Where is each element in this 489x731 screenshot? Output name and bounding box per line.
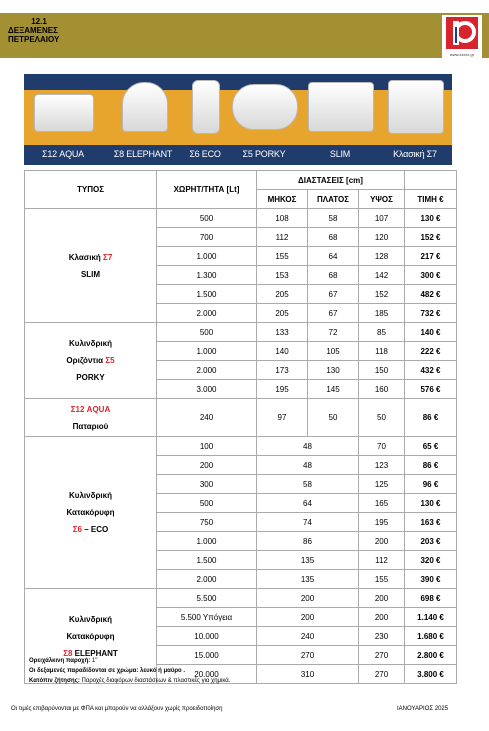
capacity-cell: 500: [157, 323, 257, 342]
diameter-cell: 48: [257, 437, 359, 456]
diameter-cell: 310: [257, 665, 359, 684]
capacity-cell: 20.000: [157, 665, 257, 684]
diameter-cell: 135: [257, 551, 359, 570]
type-line: PORKY: [76, 373, 105, 382]
price-cell: 222 €: [405, 342, 457, 361]
diameter-cell: 200: [257, 589, 359, 608]
col-header-width: ΠΛΑΤΟΣ: [308, 190, 359, 209]
type-line: Κλασική Σ7: [68, 252, 113, 262]
capacity-cell: 5.500: [157, 589, 257, 608]
width-cell: 68: [308, 266, 359, 285]
length-cell: 153: [257, 266, 308, 285]
price-cell: 2.800 €: [405, 646, 457, 665]
tank-slim-image: [308, 82, 374, 132]
diameter-cell: 240: [257, 627, 359, 646]
logo-mark-icon: [446, 17, 478, 49]
height-cell: 160: [359, 380, 405, 399]
capacity-cell: 500: [157, 209, 257, 228]
price-cell: 320 €: [405, 551, 457, 570]
product-tile-slim: [302, 74, 378, 165]
tank-elephant-image: [122, 82, 168, 132]
price-cell: 140 €: [405, 323, 457, 342]
notes-block: [29, 656, 230, 686]
height-cell: 152: [359, 285, 405, 304]
width-cell: 68: [308, 228, 359, 247]
header-band: [0, 13, 489, 58]
length-cell: 155: [257, 247, 308, 266]
height-cell: 128: [359, 247, 405, 266]
height-cell: 85: [359, 323, 405, 342]
length-cell: 195: [257, 380, 308, 399]
tank-classic-image: [388, 80, 444, 134]
footer-date: ΙΑΝΟΥΑΡΙΟΣ 2025: [397, 706, 449, 712]
type-line: Παταριού: [72, 421, 109, 431]
capacity-cell: 500: [157, 494, 257, 513]
type-cell-eco: [25, 437, 157, 589]
product-tile-porky: [226, 74, 302, 165]
table-row: [25, 589, 457, 608]
price-table: [24, 170, 457, 684]
price-cell: 130 €: [405, 494, 457, 513]
length-cell: 97: [257, 399, 308, 437]
capacity-cell: 1.000: [157, 247, 257, 266]
price-cell: 576 €: [405, 380, 457, 399]
section-number: 12.1: [31, 17, 47, 26]
table-row: [25, 323, 457, 342]
capacity-cell: 1.000: [157, 342, 257, 361]
header-row-top: [25, 171, 457, 190]
capacity-cell: 5.500 Υπόγεια: [157, 608, 257, 627]
length-cell: 112: [257, 228, 308, 247]
length-cell: 205: [257, 304, 308, 323]
capacity-cell: 1.300: [157, 266, 257, 285]
type-line: Κυλινδρική: [69, 491, 112, 500]
section-title-line2: ΠΕΤΡΕΛΑΙΟΥ: [8, 35, 60, 44]
height-cell: 142: [359, 266, 405, 285]
type-line: Κυλινδρική: [69, 614, 112, 624]
type-line: Οριζόντια Σ5: [66, 356, 115, 365]
type-cell-aqua: [25, 399, 157, 437]
col-header-length: ΜΗΚΟΣ: [257, 190, 308, 209]
tank-porky-image: [232, 84, 298, 130]
tank-eco-image: [192, 80, 220, 134]
price-cell: 3.800 €: [405, 665, 457, 684]
capacity-cell: 15.000: [157, 646, 257, 665]
price-cell: 86 €: [405, 456, 457, 475]
capacity-cell: 3.000: [157, 380, 257, 399]
price-cell: 130 €: [405, 209, 457, 228]
length-cell: 133: [257, 323, 308, 342]
product-label: Σ6 ECO: [189, 149, 221, 159]
products-photo-strip: [24, 74, 452, 165]
height-cell: 200: [359, 608, 405, 627]
capacity-cell: 2.000: [157, 570, 257, 589]
price-cell: 432 €: [405, 361, 457, 380]
width-cell: 58: [308, 209, 359, 228]
diameter-cell: 58: [257, 475, 359, 494]
height-cell: 123: [359, 456, 405, 475]
height-cell: 195: [359, 513, 405, 532]
height-cell: 200: [359, 589, 405, 608]
company-logo: [442, 15, 482, 59]
capacity-cell: 2.000: [157, 304, 257, 323]
height-cell: 118: [359, 342, 405, 361]
height-cell: 165: [359, 494, 405, 513]
length-cell: 205: [257, 285, 308, 304]
price-cell: 698 €: [405, 589, 457, 608]
col-header-blank: [405, 171, 457, 190]
height-cell: 120: [359, 228, 405, 247]
diameter-cell: 86: [257, 532, 359, 551]
col-header-capacity: ΧΩΡΗΤ/ΤΗΤΑ [Lt]: [157, 171, 257, 209]
col-header-dimensions: ΔΙΑΣΤΑΣΕΙΣ [cm]: [257, 171, 405, 190]
product-label: Σ5 PORKY: [242, 149, 286, 159]
type-line: Κατακόρυφη: [66, 631, 115, 641]
footer-disclaimer: Οι τιμές επιβαρύνονται με ΦΠΑ και μπορούν να αλλάξουν χωρίς προειδοποίηση: [11, 706, 223, 712]
capacity-cell: 2.000: [157, 361, 257, 380]
logo-url: www.xxxxx.gr: [449, 52, 475, 57]
diameter-cell: 74: [257, 513, 359, 532]
type-line: Σ12 AQUA: [70, 404, 111, 414]
type-cell-classic: [25, 209, 157, 323]
width-cell: 50: [308, 399, 359, 437]
price-cell: 300 €: [405, 266, 457, 285]
capacity-cell: 1.500: [157, 285, 257, 304]
width-cell: 72: [308, 323, 359, 342]
price-cell: 96 €: [405, 475, 457, 494]
product-label: Σ12 AQUA: [42, 149, 84, 159]
capacity-cell: 200: [157, 456, 257, 475]
capacity-cell: 10.000: [157, 627, 257, 646]
note-line: Ορειχάλκινη παροχή: 1'': [29, 658, 98, 664]
price-cell: 65 €: [405, 437, 457, 456]
price-cell: 203 €: [405, 532, 457, 551]
col-header-height: ΥΨΟΣ: [359, 190, 405, 209]
width-cell: 145: [308, 380, 359, 399]
capacity-cell: 1.000: [157, 532, 257, 551]
section-title-line1: ΔΕΞΑΜΕΝΕΣ: [8, 26, 58, 35]
capacity-cell: 100: [157, 437, 257, 456]
capacity-cell: 240: [157, 399, 257, 437]
length-cell: 140: [257, 342, 308, 361]
height-cell: 125: [359, 475, 405, 494]
product-tile-aqua: [24, 74, 102, 165]
product-label: Κλασική Σ7: [393, 149, 437, 159]
length-cell: 108: [257, 209, 308, 228]
type-line: Κυλινδρική: [69, 339, 112, 348]
diameter-cell: 48: [257, 456, 359, 475]
width-cell: 64: [308, 247, 359, 266]
col-header-price: ΤΙΜΗ €: [405, 190, 457, 209]
height-cell: 270: [359, 665, 405, 684]
price-cell: 1.680 €: [405, 627, 457, 646]
height-cell: 230: [359, 627, 405, 646]
height-cell: 185: [359, 304, 405, 323]
type-cell-porky: [25, 323, 157, 399]
capacity-cell: 300: [157, 475, 257, 494]
length-cell: 173: [257, 361, 308, 380]
diameter-cell: 200: [257, 608, 359, 627]
type-line: Σ6 – ECO: [72, 525, 109, 534]
width-cell: 67: [308, 285, 359, 304]
height-cell: 107: [359, 209, 405, 228]
col-header-type: ΤΥΠΟΣ: [25, 171, 157, 209]
product-label: Σ8 ELEPHANT: [113, 149, 173, 159]
height-cell: 270: [359, 646, 405, 665]
height-cell: 112: [359, 551, 405, 570]
table-row: [25, 209, 457, 228]
table-row: [25, 399, 457, 437]
product-tile-eco: [184, 74, 226, 165]
note-line: Οι δεξαμενές παραδίδονται σε χρώμα: λευκό ή μαύρο .: [29, 668, 186, 674]
section-title: [8, 26, 59, 44]
capacity-cell: 1.500: [157, 551, 257, 570]
capacity-cell: 750: [157, 513, 257, 532]
type-line: Κατακόρυφη: [66, 508, 115, 517]
tank-aqua-image: [34, 94, 94, 132]
price-cell: 86 €: [405, 399, 457, 437]
product-label: SLIM: [329, 149, 351, 159]
capacity-cell: 700: [157, 228, 257, 247]
price-cell: 217 €: [405, 247, 457, 266]
width-cell: 67: [308, 304, 359, 323]
type-line: SLIM: [80, 269, 101, 279]
price-cell: 152 €: [405, 228, 457, 247]
height-cell: 150: [359, 361, 405, 380]
width-cell: 130: [308, 361, 359, 380]
price-cell: 732 €: [405, 304, 457, 323]
price-cell: 482 €: [405, 285, 457, 304]
height-cell: 50: [359, 399, 405, 437]
diameter-cell: 270: [257, 646, 359, 665]
product-tile-classic: [378, 74, 452, 165]
diameter-cell: 135: [257, 570, 359, 589]
height-cell: 200: [359, 532, 405, 551]
type-line: Σ8 ELEPHANT: [63, 648, 118, 658]
table-row: [25, 437, 457, 456]
price-cell: 163 €: [405, 513, 457, 532]
note-line: Κατόπιν ζήτησης: Παροχές διαφόρων διαστάσεων & πλαστικές για χημικά.: [29, 678, 231, 684]
height-cell: 70: [359, 437, 405, 456]
height-cell: 155: [359, 570, 405, 589]
diameter-cell: 64: [257, 494, 359, 513]
product-tile-elephant: [102, 74, 184, 165]
price-cell: 1.140 €: [405, 608, 457, 627]
width-cell: 105: [308, 342, 359, 361]
price-cell: 390 €: [405, 570, 457, 589]
